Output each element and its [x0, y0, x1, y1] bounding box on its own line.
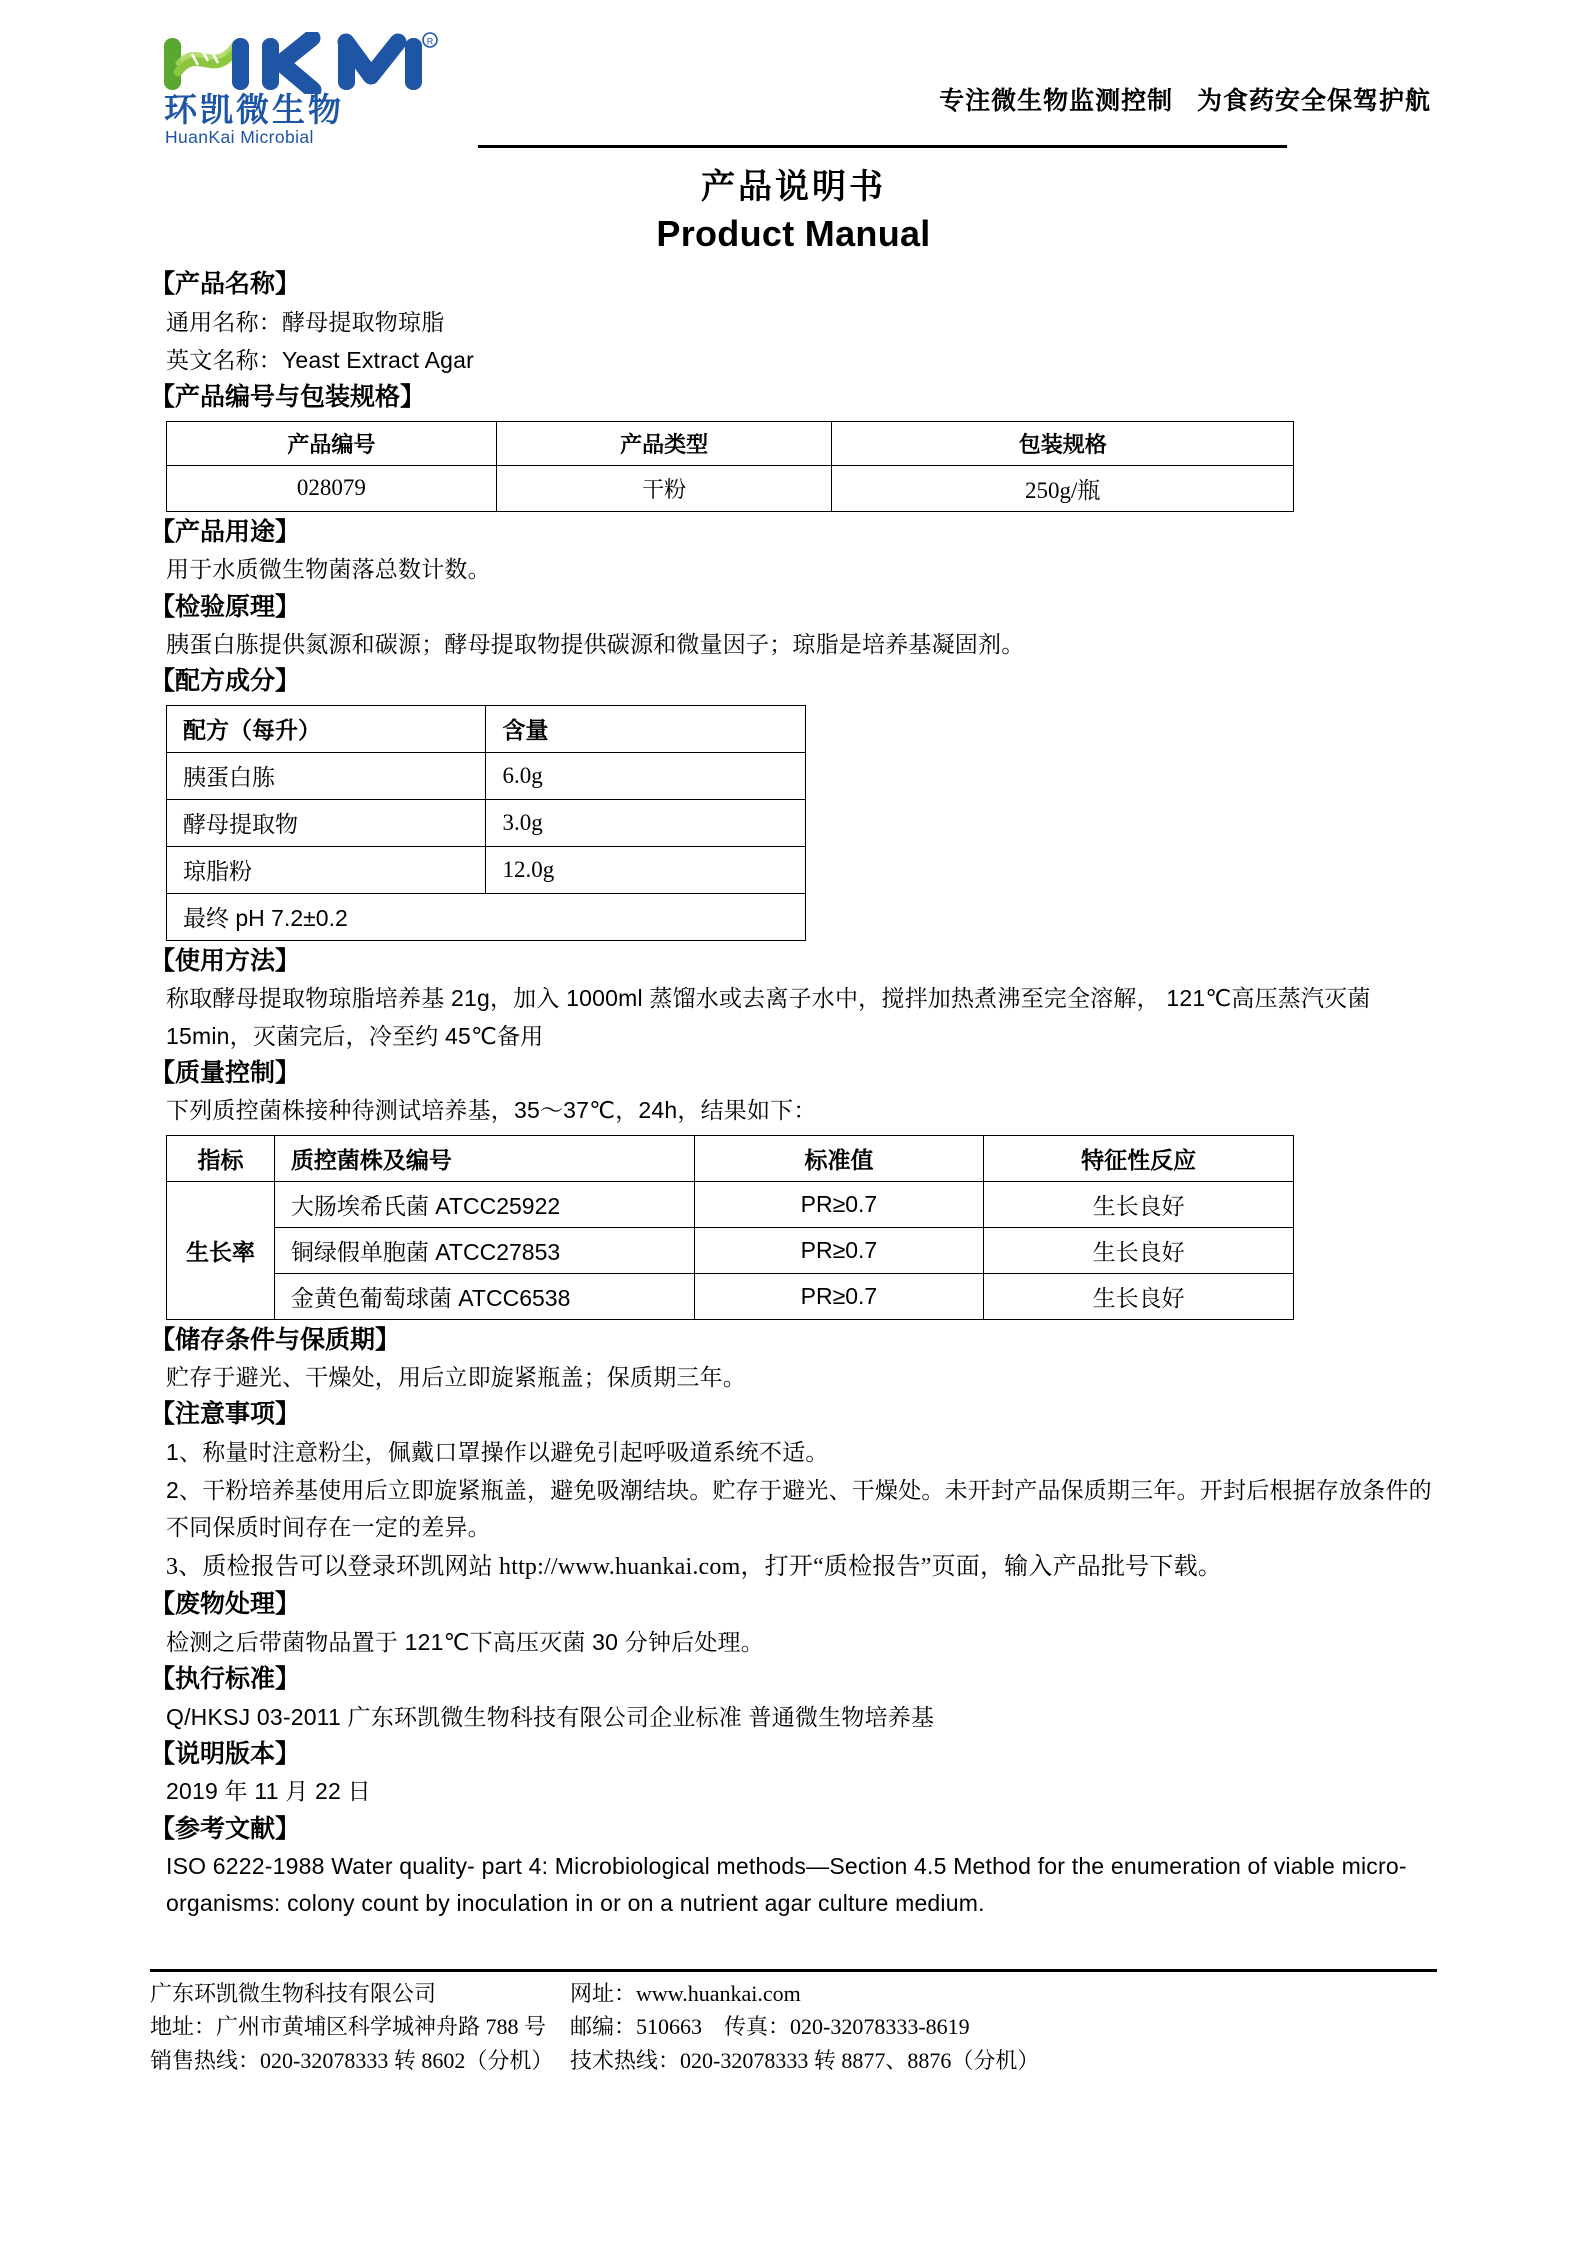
product-english-name: 英文名称：Yeast Extract Agar: [166, 347, 474, 374]
table-header-row: [167, 421, 1294, 465]
product-use-text: 用于水质微生物菌落总数计数。: [166, 556, 491, 583]
product-generic-name: 通用名称：酵母提取物琼脂: [166, 308, 445, 335]
section-heading-principle: 【检验原理】: [150, 592, 301, 621]
waste-text: 检测之后带菌物品置于 121℃下高压灭菌 30 分钟后处理。: [166, 1628, 764, 1655]
table-row: [167, 1273, 1294, 1319]
principle-text: 胰蛋白胨提供氮源和碳源；酵母提取物提供碳源和微量因子；琼脂是培养基凝固剂。: [166, 631, 1025, 658]
cell-standard-value: PR≥0.7: [694, 1227, 984, 1273]
cell-ingredient: 酵母提取物: [167, 799, 486, 846]
table-row: [167, 846, 806, 893]
section-heading-product-use: 【产品用途】: [150, 517, 301, 546]
footer-sales-hotline: 销售热线：020-32078333 转 8602（分机）: [150, 2047, 554, 2073]
table-row: [167, 799, 806, 846]
cell-reaction: 生长良好: [984, 1227, 1294, 1273]
title-chinese: 产品说明书: [701, 168, 886, 206]
table-row: [167, 752, 806, 799]
column-header-reaction: 特征性反应: [984, 1135, 1294, 1181]
footer-tech-hotline: 技术热线：020-32078333 转 8877、8876（分机）: [570, 2047, 1040, 2073]
page-header: [150, 26, 1437, 147]
column-header-code: 产品编号: [167, 421, 497, 465]
column-header-package: 包装规格: [832, 421, 1294, 465]
cell-strain: 铜绿假单胞菌 ATCC27853: [274, 1227, 694, 1273]
cell-product-type: 干粉: [496, 465, 832, 511]
cell-amount: 6.0g: [486, 752, 806, 799]
cell-growth-rate-label: 生长率: [167, 1181, 275, 1319]
section-heading-references: 【参考文献】: [150, 1814, 301, 1843]
cell-standard-value: PR≥0.7: [694, 1181, 984, 1227]
svg-text:R: R: [426, 36, 434, 47]
cell-ingredient: 琼脂粉: [167, 846, 486, 893]
cell-standard-value: PR≥0.7: [694, 1273, 984, 1319]
section-heading-quality-control: 【质量控制】: [150, 1058, 301, 1087]
section-heading-storage: 【储存条件与保质期】: [150, 1325, 401, 1354]
formula-table: [166, 705, 806, 941]
cell-reaction: 生长良好: [984, 1273, 1294, 1319]
document-title: [150, 166, 1437, 257]
document-body: [150, 267, 1437, 1922]
hkm-logo-icon: [162, 32, 440, 94]
footer-company-name: 广东环凯微生物科技有限公司: [150, 1980, 437, 2006]
column-header-standard: 标准值: [694, 1135, 984, 1181]
column-header-amount: 含量: [486, 705, 806, 752]
column-header-strain: 质控菌株及编号: [274, 1135, 694, 1181]
product-spec-table: [166, 421, 1294, 512]
table-row: [167, 465, 1294, 511]
section-heading-version: 【说明版本】: [150, 1739, 301, 1768]
section-heading-formula: 【配方成分】: [150, 667, 301, 696]
standard-text: Q/HKSJ 03-2011 广东环凯微生物科技有限公司企业标准 普通微生物培养基: [166, 1703, 935, 1730]
note-item-1: 1、称量时注意粉尘，佩戴口罩操作以避免引起呼吸道系统不适。: [166, 1438, 829, 1465]
section-heading-standard: 【执行标准】: [150, 1665, 301, 1694]
cell-package-spec: 250g/瓶: [832, 465, 1294, 511]
footer-address: 地址：广州市黄埔区科学城神舟路 788 号: [150, 2014, 547, 2040]
quality-control-table: [166, 1135, 1294, 1320]
table-header-row: [167, 1135, 1294, 1181]
table-row: [167, 1227, 1294, 1273]
cell-ingredient: 胰蛋白胨: [167, 752, 486, 799]
references-text: ISO 6222-1988 Water quality- part 4: Microbiological methods—Section 4.5 Method for the enumeration of viable micro-organisms: colony count by inoculation in or on a nutrient agar culture medium.: [166, 1853, 1407, 1917]
title-english: Product Manual: [656, 212, 931, 254]
footer-left-column: [150, 1977, 570, 2077]
logo-english-name: HuanKai Microbial: [165, 127, 314, 147]
company-logo: [150, 26, 450, 147]
usage-text: 称取酵母提取物琼脂培养基 21g，加入 1000ml 蒸馏水或去离子水中，搅拌加热煮沸至完全溶解， 121℃高压蒸汽灭菌 15min，灭菌完后，冷至约 45℃备用: [166, 985, 1371, 1049]
page-footer: [150, 1969, 1437, 2077]
note-item-3: 3、质检报告可以登录环凯网站 http://www.huankai.com，打开“质检报告”页面，输入产品批号下载。: [166, 1553, 1222, 1580]
table-header-row: [167, 705, 806, 752]
section-heading-product-name: 【产品名称】: [150, 270, 301, 299]
column-header-type: 产品类型: [496, 421, 832, 465]
cell-product-code: 028079: [167, 465, 497, 511]
section-heading-waste: 【废物处理】: [150, 1590, 301, 1619]
cell-strain: 大肠埃希氏菌 ATCC25922: [274, 1181, 694, 1227]
cell-reaction: 生长良好: [984, 1181, 1294, 1227]
logo-chinese-name: 环凯微生物: [164, 91, 344, 128]
cell-amount: 3.0g: [486, 799, 806, 846]
header-divider: [478, 145, 1287, 148]
table-row: [167, 1181, 1294, 1227]
section-heading-usage: 【使用方法】: [150, 946, 301, 975]
cell-final-ph: 最终 pH 7.2±0.2: [167, 893, 806, 940]
footer-contact-block: [150, 1972, 1437, 2077]
footer-postcode-fax: 邮编：510663 传真：020-32078333-8619: [570, 2014, 970, 2040]
footer-website: 网址：www.huankai.com: [570, 1980, 801, 2006]
column-header-formula: 配方（每升）: [167, 705, 486, 752]
cell-amount: 12.0g: [486, 846, 806, 893]
table-row-ph: [167, 893, 806, 940]
storage-text: 贮存于避光、干燥处，用后立即旋紧瓶盖；保质期三年。: [166, 1364, 746, 1391]
column-header-indicator: 指标: [167, 1135, 275, 1181]
quality-control-intro: 下列质控菌株接种待测试培养基，35～37℃，24h，结果如下：: [166, 1097, 817, 1124]
cell-strain: 金黄色葡萄球菌 ATCC6538: [274, 1273, 694, 1319]
note-item-2: 2、干粉培养基使用后立即旋紧瓶盖，避免吸潮结块。贮存于避光、干燥处。未开封产品保质期三年。开封后根据存放条件的不同保质时间存在一定的差异。: [166, 1477, 1432, 1541]
section-heading-product-code: 【产品编号与包装规格】: [150, 383, 426, 412]
section-heading-notes: 【注意事项】: [150, 1400, 301, 1429]
company-tagline: 专注微生物监测控制 为食药安全保驾护航: [939, 87, 1431, 115]
tagline-wrap: [450, 26, 1437, 117]
version-text: 2019 年 11 月 22 日: [166, 1778, 371, 1805]
footer-right-column: [570, 1977, 1437, 2077]
